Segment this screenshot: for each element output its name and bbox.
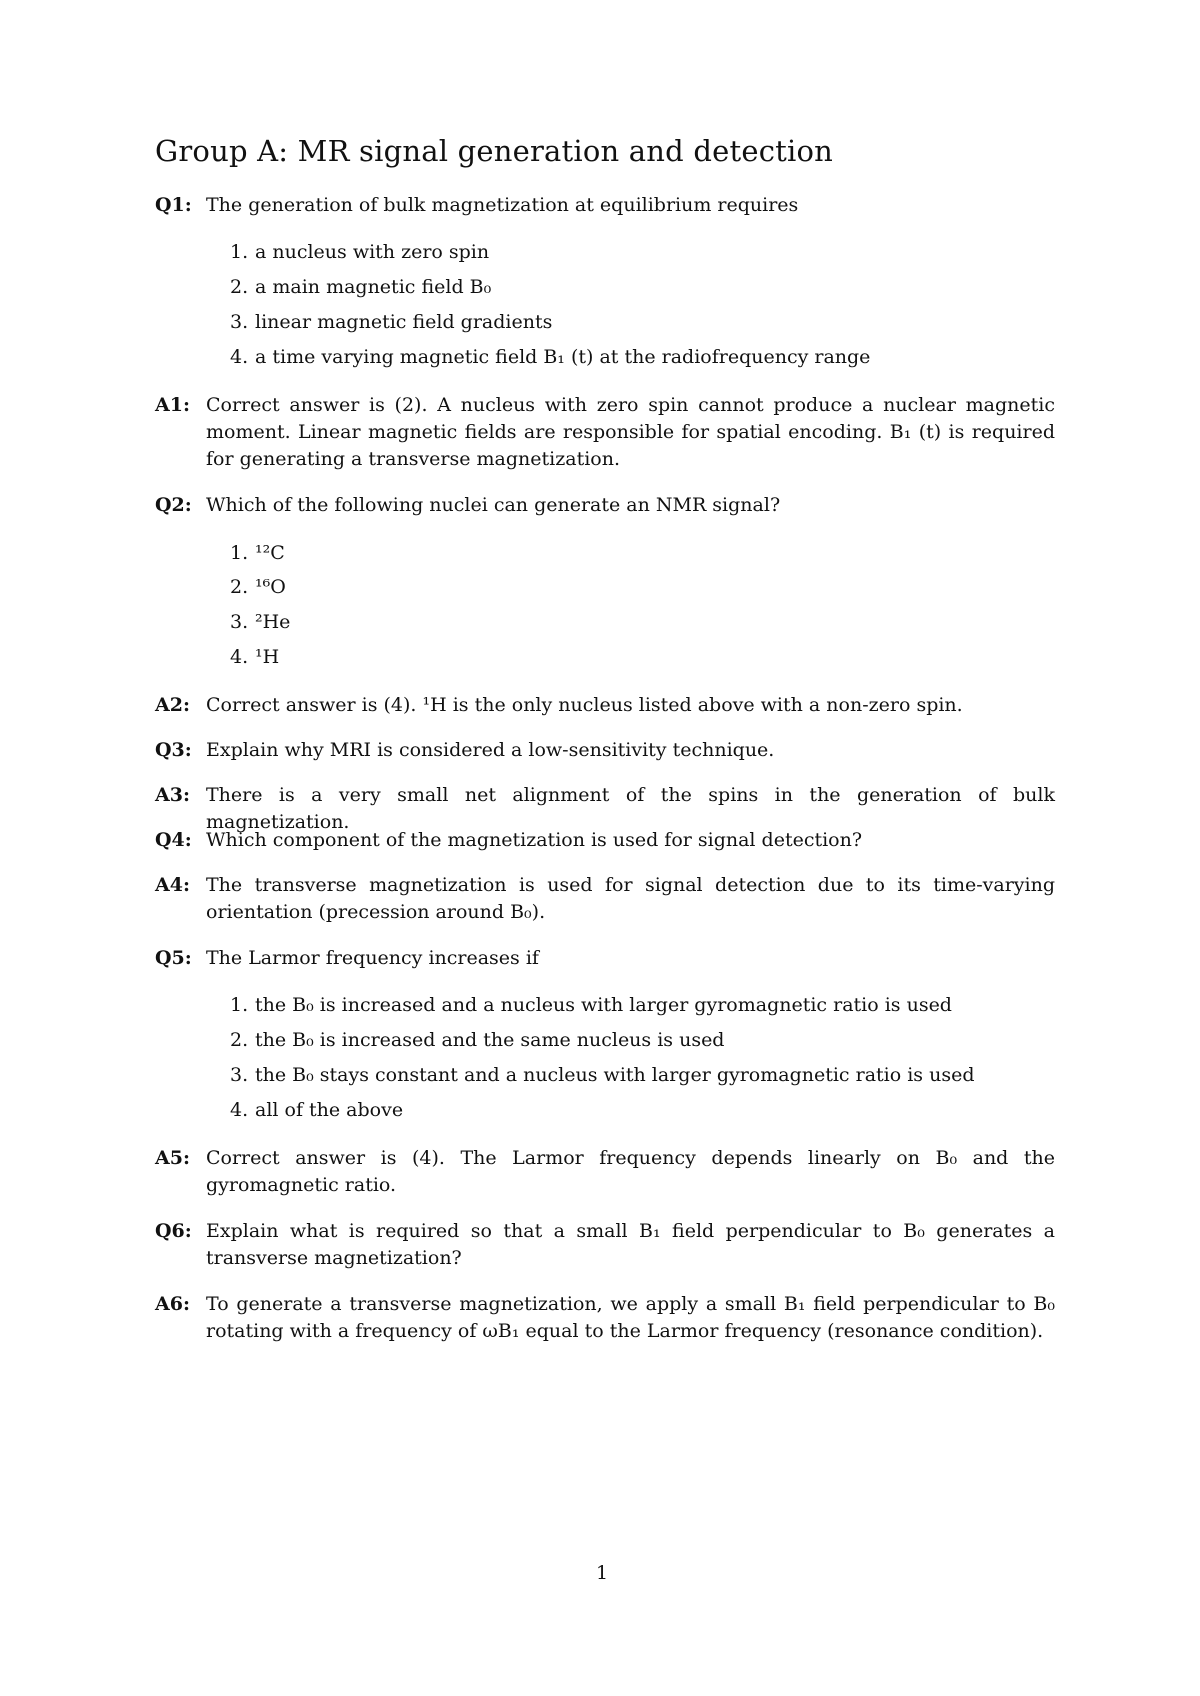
question-text: Which component of the magnetization is used for signal detection? xyxy=(206,829,863,851)
answer-label: A2: xyxy=(155,694,190,716)
option-number: 3. xyxy=(230,1064,249,1086)
question-5 xyxy=(155,945,1055,972)
q2-option-1 xyxy=(230,540,285,567)
answer-text: Correct answer is (4). The Larmor frequency depends linearly on B₀ and the gyromagnetic ratio. xyxy=(206,1147,1055,1196)
option-text: all of the above xyxy=(255,1099,404,1121)
option-number: 2. xyxy=(230,576,249,598)
question-text: Explain what is required so that a small B₁ field perpendicular to B₀ generates a transverse magnetization? xyxy=(206,1220,1055,1269)
option-text: ¹H xyxy=(255,646,280,668)
answer-text: Correct answer is (4). ¹H is the only nucleus listed above with a non-zero spin. xyxy=(206,694,963,716)
answer-2 xyxy=(155,692,1055,719)
answer-text: The transverse magnetization is used for signal detection due to its time-varying orientation (precession around B₀). xyxy=(206,874,1055,923)
q5-option-3 xyxy=(230,1062,974,1089)
option-text: ¹⁶O xyxy=(255,576,286,598)
option-text: the B₀ stays constant and a nucleus with larger gyromagnetic ratio is used xyxy=(255,1064,975,1086)
q1-option-3 xyxy=(230,309,552,336)
answer-4 xyxy=(155,872,1055,926)
answer-label: A4: xyxy=(155,874,190,896)
answer-text: Correct answer is (2). A nucleus with zero spin cannot produce a nuclear magnetic moment. Linear magnetic fields are responsible for spatial encoding. B₁ (t) is required for generating a transverse magnetization. xyxy=(206,394,1055,470)
option-number: 1. xyxy=(230,542,249,564)
answer-text: There is a very small net alignment of the spins in the generation of bulk magnetization. xyxy=(206,784,1055,833)
option-number: 1. xyxy=(230,241,249,263)
question-text: The generation of bulk magnetization at equilibrium requires xyxy=(206,194,799,216)
question-text: The Larmor frequency increases if xyxy=(206,947,539,969)
question-label: Q2: xyxy=(155,494,192,516)
option-text: a main magnetic field B₀ xyxy=(255,276,492,298)
option-text: ²He xyxy=(255,611,291,633)
question-text: Explain why MRI is considered a low-sensitivity technique. xyxy=(206,739,775,761)
question-2 xyxy=(155,492,1055,519)
question-1 xyxy=(155,192,1055,219)
option-text: the B₀ is increased and a nucleus with larger gyromagnetic ratio is used xyxy=(255,994,952,1016)
answer-label: A3: xyxy=(155,784,190,806)
option-number: 2. xyxy=(230,276,249,298)
option-number: 3. xyxy=(230,311,249,333)
q2-option-2 xyxy=(230,574,286,601)
question-label: Q5: xyxy=(155,947,192,969)
option-number: 4. xyxy=(230,1099,249,1121)
question-label: Q4: xyxy=(155,829,192,851)
question-label: Q1: xyxy=(155,194,192,216)
question-label: Q3: xyxy=(155,739,192,761)
option-text: a nucleus with zero spin xyxy=(255,241,490,263)
q2-option-3 xyxy=(230,609,290,636)
option-text: ¹²C xyxy=(255,542,285,564)
section-title: Group A: MR signal generation and detection xyxy=(155,134,834,168)
option-text: a time varying magnetic field B₁ (t) at the radiofrequency range xyxy=(255,346,871,368)
question-text: Which of the following nuclei can generate an NMR signal? xyxy=(206,494,781,516)
question-6 xyxy=(155,1218,1055,1272)
page-number: 1 xyxy=(596,1562,609,1584)
q2-option-4 xyxy=(230,644,279,671)
q1-option-2 xyxy=(230,274,491,301)
answer-label: A6: xyxy=(155,1293,190,1315)
option-number: 2. xyxy=(230,1029,249,1051)
answer-label: A1: xyxy=(155,394,190,416)
answer-label: A5: xyxy=(155,1147,190,1169)
question-4 xyxy=(155,827,1055,854)
option-number: 1. xyxy=(230,994,249,1016)
option-number: 4. xyxy=(230,646,249,668)
q5-option-1 xyxy=(230,992,952,1019)
answer-text: To generate a transverse magnetization, we apply a small B₁ field perpendicular to B₀ rotating with a frequency of ωB₁ equal to the Larmor frequency (resonance condition). xyxy=(206,1293,1055,1342)
option-number: 4. xyxy=(230,346,249,368)
option-text: linear magnetic field gradients xyxy=(255,311,553,333)
q5-option-2 xyxy=(230,1027,724,1054)
answer-1 xyxy=(155,392,1055,473)
answer-6 xyxy=(155,1291,1055,1345)
option-text: the B₀ is increased and the same nucleus is used xyxy=(255,1029,725,1051)
q1-option-1 xyxy=(230,239,489,266)
q5-option-4 xyxy=(230,1097,403,1124)
question-3 xyxy=(155,737,1055,764)
question-label: Q6: xyxy=(155,1220,192,1242)
option-number: 3. xyxy=(230,611,249,633)
answer-5 xyxy=(155,1145,1055,1199)
q1-option-4 xyxy=(230,344,870,371)
